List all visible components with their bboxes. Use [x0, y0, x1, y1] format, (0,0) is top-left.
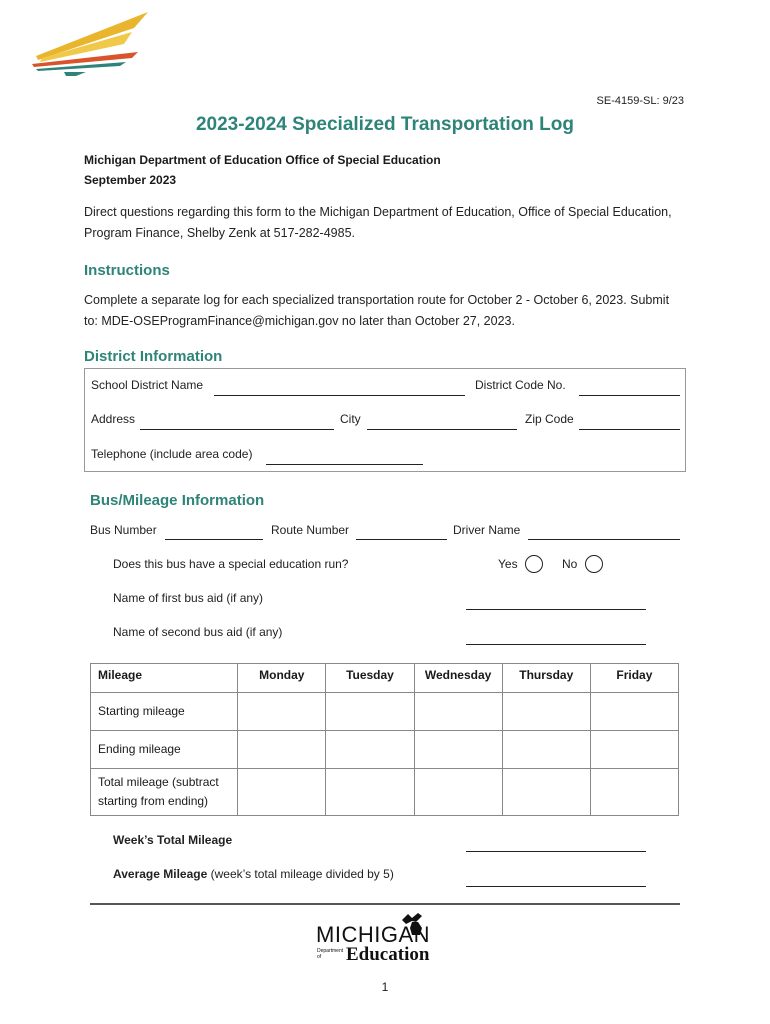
city-field[interactable]: [367, 428, 517, 430]
district-code-field[interactable]: [579, 394, 680, 396]
department-name: Michigan Department of Education Office of Special Education: [84, 153, 441, 167]
mileage-cell[interactable]: [238, 769, 326, 816]
yes-radio[interactable]: [525, 555, 543, 573]
mileage-cell[interactable]: [414, 731, 502, 769]
mileage-cell[interactable]: [326, 769, 414, 816]
mileage-cell[interactable]: [502, 693, 590, 731]
average-mileage-field[interactable]: [466, 885, 646, 887]
weeks-total-label: Week’s Total Mileage: [113, 833, 233, 847]
mileage-cell[interactable]: [326, 731, 414, 769]
school-district-field[interactable]: [214, 394, 465, 396]
instructions-heading: Instructions: [84, 262, 170, 279]
logo-dept-text: Department of: [317, 948, 344, 960]
address-field[interactable]: [140, 428, 334, 430]
contact-paragraph: Direct questions regarding this form to the Michigan Department of Education, Office of Special Education, Program Finance, Shelby Zenk at 517-282-4985.: [84, 205, 672, 240]
mileage-cell[interactable]: [414, 693, 502, 731]
address-label: Address: [91, 412, 136, 426]
average-mileage-label: [113, 867, 394, 881]
logo-word-michigan: MICHIGAN: [316, 922, 430, 947]
special-ed-question: Does this bus have a special education run?: [113, 557, 349, 571]
row-label: Ending mileage: [91, 731, 238, 769]
footer-divider: [90, 903, 680, 905]
route-number-label: Route Number: [271, 523, 350, 537]
average-mileage-bold: Average Mileage: [113, 867, 208, 881]
weeks-total-field[interactable]: [466, 850, 646, 852]
bus-number-label: Bus Number: [90, 523, 157, 537]
table-header-row: [91, 664, 679, 693]
mileage-cell[interactable]: [590, 731, 678, 769]
telephone-field[interactable]: [266, 463, 423, 465]
mileage-table: [90, 663, 679, 816]
row-label: Starting mileage: [91, 693, 238, 731]
bus-heading: Bus/Mileage Information: [90, 492, 265, 509]
first-bus-aid-label: Name of first bus aid (if any): [113, 591, 264, 605]
mde-swoosh-logo: [28, 10, 153, 80]
department-block: [84, 150, 441, 190]
mileage-cell[interactable]: [590, 693, 678, 731]
table-row: [91, 693, 679, 731]
bus-number-field[interactable]: [165, 538, 263, 540]
logo-word-education: Education: [346, 944, 430, 965]
mileage-cell[interactable]: [502, 731, 590, 769]
no-radio[interactable]: [585, 555, 603, 573]
mileage-cell[interactable]: [326, 693, 414, 731]
second-bus-aid-field[interactable]: [466, 643, 646, 645]
row-label: Total mileage (subtract starting from ending): [91, 769, 238, 816]
column-header: Thursday: [502, 664, 590, 693]
route-number-field[interactable]: [356, 538, 447, 540]
school-district-label: School District Name: [91, 378, 204, 392]
yes-label: Yes: [498, 557, 518, 571]
average-mileage-note: (week’s total mileage divided by 5): [210, 867, 394, 881]
michigan-education-logo: [316, 910, 456, 970]
telephone-label: Telephone (include area code): [91, 447, 253, 461]
column-header: Mileage: [91, 664, 238, 693]
mileage-cell[interactable]: [502, 769, 590, 816]
no-label: No: [562, 557, 578, 571]
zip-code-label: Zip Code: [525, 412, 574, 426]
column-header: Monday: [238, 664, 326, 693]
page-title: 2023-2024 Specialized Transportation Log: [195, 114, 574, 135]
column-header: Tuesday: [326, 664, 414, 693]
driver-name-label: Driver Name: [453, 523, 521, 537]
driver-name-field[interactable]: [528, 538, 680, 540]
mileage-cell[interactable]: [414, 769, 502, 816]
form-code: SE-4159-SL: 9/23: [596, 95, 684, 107]
page-number: 1: [381, 980, 389, 994]
instructions-text: Complete a separate log for each specialized transportation route for October 2 - October 6, 2023. Submit to: MDE-OSEProgramFinance@michigan.gov no later than October 27, 2023.: [84, 293, 670, 328]
column-header: Wednesday: [414, 664, 502, 693]
zip-code-field[interactable]: [579, 428, 680, 430]
district-code-label: District Code No.: [475, 378, 566, 392]
mileage-cell[interactable]: [238, 731, 326, 769]
table-row: [91, 731, 679, 769]
table-row: [91, 769, 679, 816]
district-heading: District Information: [84, 348, 223, 365]
publication-date: September 2023: [84, 173, 177, 187]
first-bus-aid-field[interactable]: [466, 608, 646, 610]
city-label: City: [340, 412, 361, 426]
second-bus-aid-label: Name of second bus aid (if any): [113, 625, 283, 639]
column-header: Friday: [590, 664, 678, 693]
mileage-cell[interactable]: [590, 769, 678, 816]
mileage-cell[interactable]: [238, 693, 326, 731]
